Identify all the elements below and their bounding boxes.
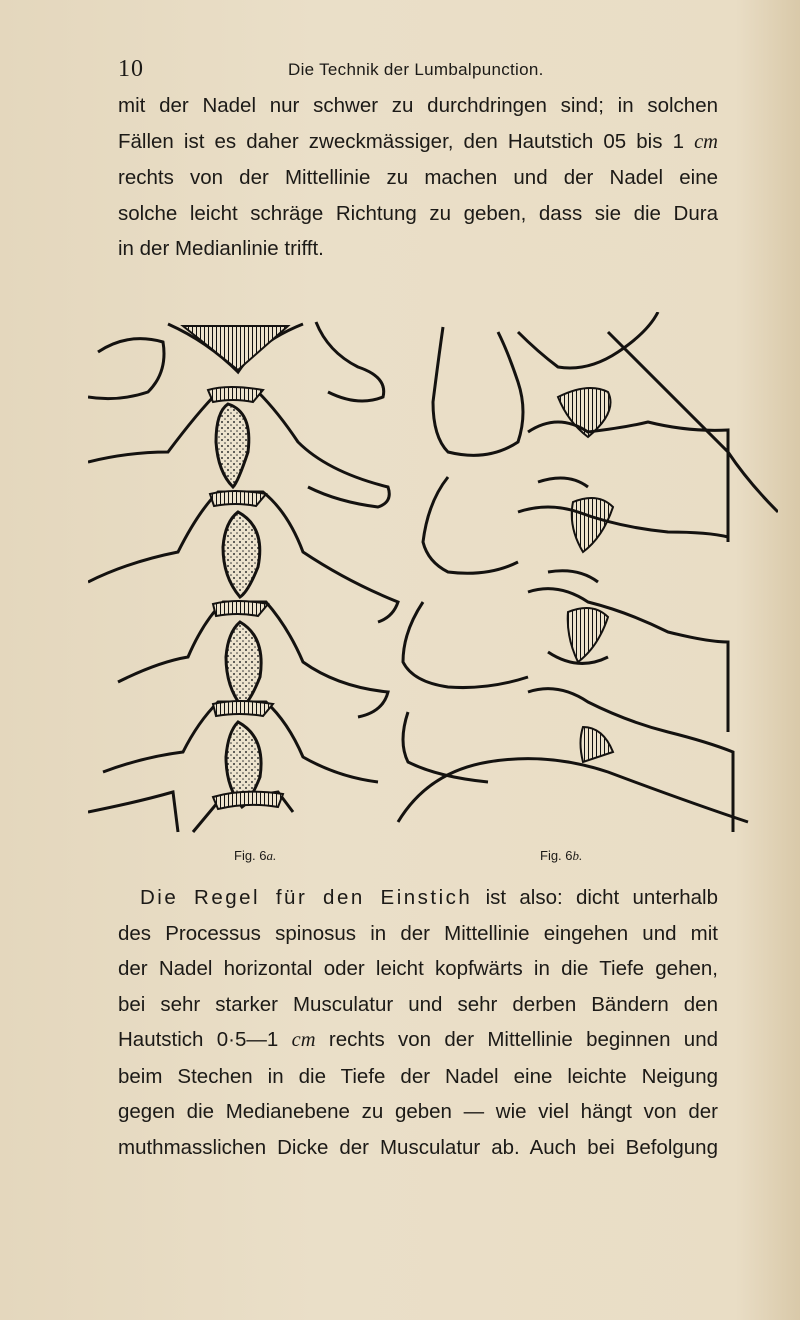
paragraph-1	[118, 88, 718, 267]
paragraph-2	[118, 880, 718, 1165]
text-line: in der Medianlinie trifft.	[118, 237, 324, 260]
text-line: gegen die Medianebene zu geben — wie viel hängt von der	[118, 1100, 718, 1123]
text-line: bei sehr starker Musculatur und sehr derben Bändern den	[118, 992, 718, 1016]
text-line: solche leicht schräge Richtung zu geben, dass sie die Dura	[118, 201, 718, 225]
unit-cm: cm	[694, 130, 718, 153]
caption-fig-6b: Fig. 6b.	[540, 848, 583, 863]
caption-fig-6a: Fig. 6a.	[234, 848, 277, 863]
figure-6a-drawing	[88, 322, 398, 832]
page-header	[118, 56, 698, 86]
text-line: mit der Nadel nur schwer zu durchdringen sind; in solchen	[118, 94, 718, 117]
text-line: muthmasslichen Dicke der Musculatur ab. Auch bei Befolgung	[118, 1135, 718, 1159]
text-line: der Nadel horizontal oder leicht kopfwärts in die Tiefe gehen,	[118, 957, 718, 980]
spine-drawing	[88, 312, 778, 842]
emphasized-text: Die Regel für den Einstich	[140, 886, 473, 909]
text-line: rechts von der Mittellinie zu machen und der Nadel eine	[118, 166, 718, 189]
page-number: 10	[118, 56, 144, 82]
text-line: Fällen ist es daher zweckmässiger, den Hautstich 05 bis 1 cm	[118, 129, 718, 153]
text-line: Hautstich 0·5—1 cm rechts von der Mittellinie beginnen und	[118, 1028, 718, 1051]
running-title: Die Technik der Lumbalpunction.	[288, 60, 544, 79]
text-line: beim Stechen in die Tiefe der Nadel eine leichte Neigung	[118, 1064, 718, 1088]
text-line: des Processus spinosus in der Mittellinie eingehen und mit	[118, 921, 718, 945]
text-line: Die Regel für den Einstich ist also: dicht unterhalb	[140, 886, 719, 909]
unit-cm: cm	[291, 1029, 316, 1051]
figure-spine-illustration	[88, 312, 778, 842]
figure-6b-drawing	[398, 312, 778, 832]
